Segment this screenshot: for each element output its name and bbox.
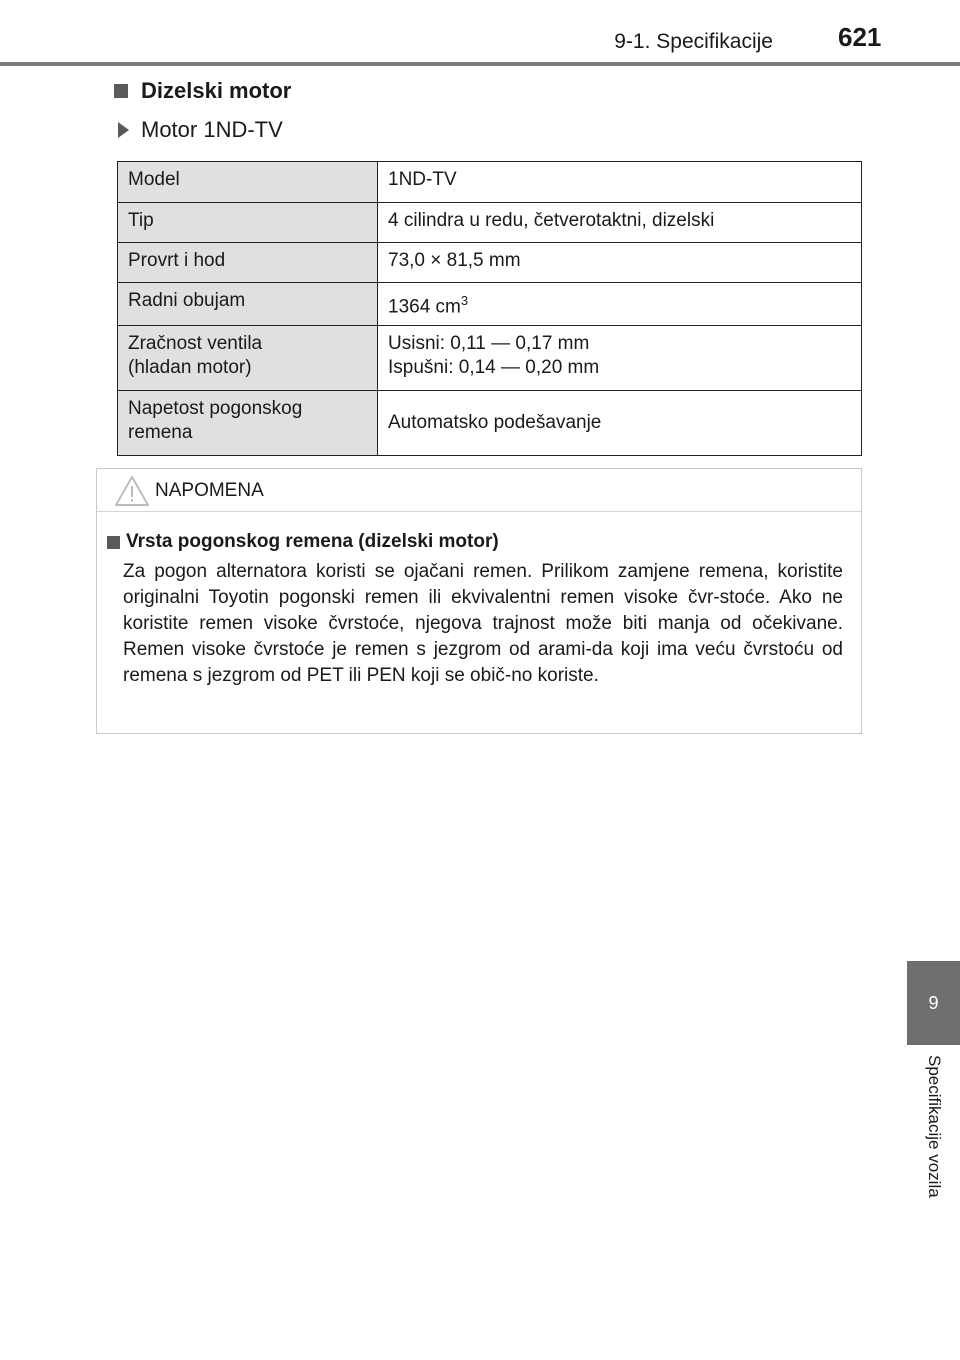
engine-spec-table bbox=[117, 161, 862, 456]
note-title: NAPOMENA bbox=[155, 480, 264, 501]
table-cell-label bbox=[118, 391, 378, 456]
square-bullet-icon bbox=[107, 536, 120, 549]
table-cell-value: 1ND-TV bbox=[378, 162, 862, 203]
chapter-number: 9 bbox=[928, 992, 939, 1013]
note-box bbox=[96, 468, 862, 734]
table-cell-value: 73,0 × 81,5 mm bbox=[378, 243, 862, 283]
table-cell-value bbox=[378, 283, 862, 326]
table-cell-value: Automatsko podešavanje bbox=[378, 391, 862, 456]
section-title: Dizelski motor bbox=[141, 78, 292, 103]
running-header-section: 9-1. Specifikacije bbox=[614, 30, 773, 53]
note-header bbox=[97, 469, 861, 512]
label-line: Napetost pogonskog bbox=[128, 398, 303, 420]
table-cell-label bbox=[118, 326, 378, 391]
displacement-value: 1364 cm bbox=[388, 296, 461, 318]
unit-superscript: 3 bbox=[460, 293, 469, 308]
section-heading bbox=[114, 78, 291, 104]
table-cell-label: Provrt i hod bbox=[118, 243, 378, 283]
value-line: Ispušni: 0,14 — 0,20 mm bbox=[388, 357, 600, 379]
label-line: (hladan motor) bbox=[128, 357, 252, 379]
warning-triangle-icon bbox=[114, 475, 150, 507]
value-line: Usisni: 0,11 — 0,17 mm bbox=[388, 333, 590, 355]
note-subheading bbox=[107, 531, 499, 553]
page-number: 621 bbox=[838, 22, 882, 52]
triangle-bullet-icon bbox=[118, 122, 129, 138]
note-body-text: Za pogon alternatora koristi se ojačani remen. Prilikom zamjene remena, koristite originalni Toyotin pogonski remen ili ekvivalentni remen visoke čvr-stoće. Ako ne koristite remen visoke čvrstoće, njegova trajnost može biti manja od očekivane. Remen visoke čvrstoće je remen s jezgrom od arami-da koji ima veću čvrstoću od remena s jezgrom od PET ili PEN koji se obič-no koriste. bbox=[123, 561, 843, 686]
square-bullet-icon bbox=[114, 84, 128, 98]
table-cell-label: Radni obujam bbox=[118, 283, 378, 326]
header-divider bbox=[0, 62, 960, 66]
chapter-tab bbox=[907, 961, 960, 1045]
label-line: Zračnost ventila bbox=[128, 333, 263, 355]
table-row bbox=[118, 391, 862, 456]
chapter-side-label bbox=[917, 1055, 951, 1235]
table-row bbox=[118, 162, 862, 203]
table-row bbox=[118, 283, 862, 326]
table-cell-label: Model bbox=[118, 162, 378, 203]
chapter-title: Specifikacije vozila bbox=[925, 1055, 944, 1198]
subsection-heading bbox=[118, 117, 283, 143]
subsection-title: Motor 1ND-TV bbox=[141, 117, 283, 142]
table-row bbox=[118, 203, 862, 243]
table-row bbox=[118, 243, 862, 283]
table-row bbox=[118, 326, 862, 391]
table-cell-label: Tip bbox=[118, 203, 378, 243]
table-cell-value bbox=[378, 326, 862, 391]
label-line: remena bbox=[128, 422, 193, 444]
note-subtitle: Vrsta pogonskog remena (dizelski motor) bbox=[126, 531, 499, 552]
table-cell-value: 4 cilindra u redu, četverotaktni, dizelski bbox=[378, 203, 862, 243]
